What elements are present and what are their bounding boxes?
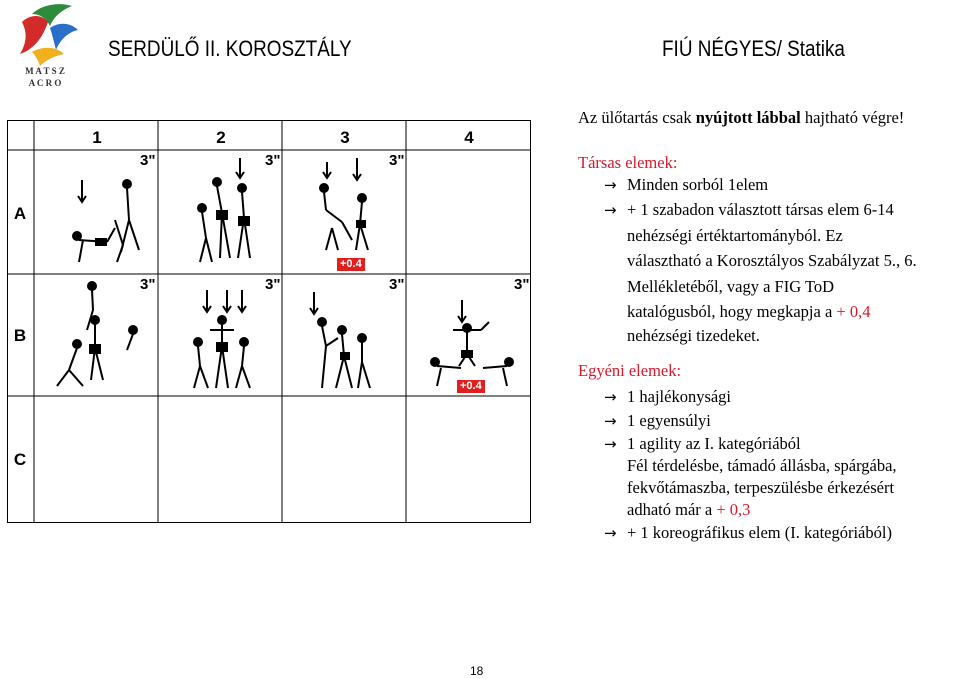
- pyramid-figure-b4: [417, 300, 525, 392]
- individual-item-2: 1 egyensúlyi: [627, 411, 711, 430]
- pyramid-figure-a3: [302, 158, 397, 258]
- pair-item-2-cont-1: nehézségi értéktartományból. Ez: [627, 226, 843, 245]
- pair-item-1: Minden sorból 1elem: [627, 175, 769, 194]
- individual-item-1: 1 hajlékonysági: [627, 387, 732, 406]
- hold-time-b4: 3": [514, 276, 530, 293]
- column-header-4: 4: [464, 128, 474, 147]
- pair-bonus-value: + 0,4: [836, 302, 871, 321]
- bonus-badge-b4: +0.4: [457, 380, 485, 393]
- seated-hold-note-post: hajtható végre!: [800, 108, 905, 127]
- seated-hold-note: [578, 107, 904, 129]
- row-label-b: B: [13, 326, 27, 345]
- seated-hold-note-pre: Az ülőtartás csak: [578, 108, 696, 127]
- arrow-icon: →: [604, 388, 617, 406]
- pair-item-2-cont-4-pre: katalógusból, hogy megkapja a: [627, 302, 837, 321]
- pair-item-2-cont-5: nehézségi tizedeket.: [627, 326, 760, 345]
- arrow-icon: →: [604, 524, 617, 542]
- individual-item-3: 1 agility az I. kategóriából: [627, 434, 801, 453]
- column-header-3: 3: [340, 128, 350, 147]
- pair-item-2-cont-2: választható a Korosztályos Szabályzat 5., 6.: [627, 251, 917, 270]
- pyramid-figure-a2: [182, 158, 272, 270]
- page-number: 18: [470, 664, 484, 678]
- arrow-icon: →: [604, 176, 617, 194]
- arrow-icon: →: [604, 201, 617, 219]
- individual-item-3-cont-3-pre: adható már a: [627, 500, 717, 519]
- individual-bonus-value: + 0,3: [716, 500, 751, 519]
- individual-item-3-cont-2: fekvőtámaszba, terpeszülésbe érkezésért: [627, 478, 895, 497]
- hold-time-b1: 3": [140, 276, 156, 293]
- hold-time-a2: 3": [265, 152, 281, 169]
- column-header-2: 2: [216, 128, 226, 147]
- matsz-acro-logo: [2, 0, 88, 90]
- bonus-badge-a3: +0.4: [337, 258, 365, 271]
- choreographic-item: + 1 koreográfikus elem (I. kategóriából): [627, 523, 892, 542]
- arrow-icon: →: [604, 412, 617, 430]
- pair-item-2-cont-4: [627, 301, 870, 323]
- row-label-c: C: [13, 450, 27, 469]
- pair-item-2: + 1 szabadon választott társas elem 6-14: [627, 200, 894, 219]
- individual-item-3-cont-3: [627, 499, 750, 521]
- logo-line2: A C R O: [28, 78, 62, 88]
- element-table: [7, 120, 531, 523]
- pyramid-figure-b2: [182, 290, 277, 392]
- row-label-a: A: [13, 204, 27, 223]
- column-header-1: 1: [92, 128, 102, 147]
- pyramid-figure-a1: [57, 170, 152, 270]
- pair-elements-title: Társas elemek:: [578, 153, 678, 172]
- arrow-icon: →: [604, 435, 617, 453]
- pyramid-figure-b3: [302, 290, 397, 392]
- hold-time-a1: 3": [140, 152, 156, 169]
- logo-line1: M A T S Z: [25, 66, 65, 76]
- individual-item-3-cont-1: Fél térdelésbe, támadó állásba, spárgába,: [627, 456, 897, 475]
- pyramid-figure-b1: [47, 280, 147, 392]
- hold-time-b3: 3": [389, 276, 405, 293]
- individual-elements-title: Egyéni elemek:: [578, 361, 682, 380]
- pair-item-2-cont-3: Mellékletéből, vagy a FIG ToD: [627, 277, 835, 296]
- hold-time-a3: 3": [389, 152, 405, 169]
- header-title: FIÚ NÉGYES/ Statika: [662, 36, 845, 61]
- hold-time-b2: 3": [265, 276, 281, 293]
- header-category: SERDÜLŐ II. KOROSZTÁLY: [108, 36, 352, 61]
- seated-hold-note-emphasis: nyújtott lábbal: [695, 108, 801, 127]
